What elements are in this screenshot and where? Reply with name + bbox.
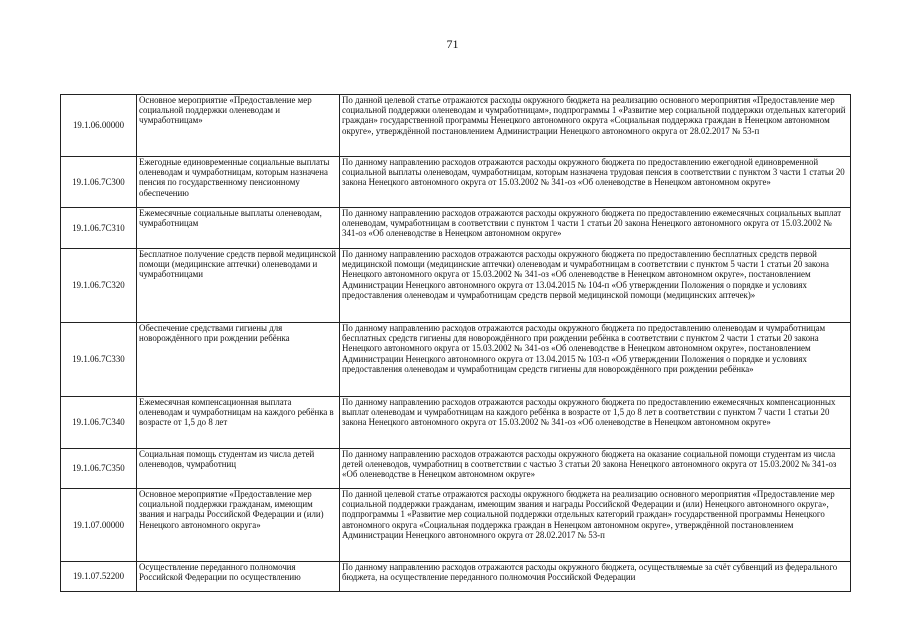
target-article-name: Социальная помощь студентам из числа детей оленеводов, чумработниц [137, 449, 340, 489]
target-article-description: По данному направлению расходов отражаются расходы окружного бюджета по предоставлению ежегодной единовременной социальной выплаты оленеводам, чумработницам, которым назначена трудовая пенсия в соответствии с пунктом 3 части 1 статьи 20 закона Ненецкого автономного округа от 15.03.2002 № 341-оз «Об оленеводстве в Ненецком автономном округе» [340, 157, 851, 208]
target-article-code: 19.1.06.00000 [61, 95, 137, 157]
target-article-description: По данному направлению расходов отражаются расходы окружного бюджета, осуществляемые за счёт субвенций из федерального бюджета, на осуществление переданного полномочия Российской Федерации [340, 562, 851, 592]
target-article-name: Ежегодные единовременные социальные выплаты оленеводам и чумработницам, которым назначена пенсия по государственному пенсионному обеспечению [137, 157, 340, 208]
target-article-name: Ежемесячная компенсационная выплата оленеводам и чумработницам на каждого ребёнка в возрасте от 1,5 до 8 лет [137, 397, 340, 449]
target-article-description: По данной целевой статье отражаются расходы окружного бюджета на реализацию основного мероприятия «Предоставление мер социальной поддержки гражданам, имеющим звания и награды Российской Федерации и (или) Ненецкого автономного округа», подпрограммы 1 «Развитие мер социальной поддержки отдельных категорий граждан» государственной программы Ненецкого автономного округа «Социальная поддержка граждан в Ненецком автономном округе», утверждённой постановлением Администрации Ненецкого автономного округа от 28.02.2017 № 53-п [340, 489, 851, 562]
target-article-description: По данной целевой статье отражаются расходы окружного бюджета на реализацию основного мероприятия «Предоставление мер социальной поддержки оленеводам и чумработницам», подпрограммы 1 «Развитие мер социальной поддержки отдельных категорий граждан» государственной программы Ненецкого автономного округа «Социальная поддержка граждан в Ненецком автономном округе», утверждённой постановлением Администрации Ненецкого автономного округа от 28.02.2017 № 53-п [340, 95, 851, 157]
target-article-name: Основное мероприятие «Предоставление мер социальной поддержки оленеводам и чумработницам» [137, 95, 340, 157]
target-article-description: По данному направлению расходов отражаются расходы окружного бюджета на оказание социальной помощи студентам из числа детей оленеводов, чумработниц в соответствии с частью 3 статьи 20 закона Ненецкого автономного округа от 15.03.2002 № 341-оз «Об оленеводстве в Ненецком автономном округе» [340, 449, 851, 489]
table-row [61, 157, 851, 208]
target-article-code: 19.1.07.00000 [61, 489, 137, 562]
target-article-description: По данному направлению расходов отражаются расходы окружного бюджета по предоставлению бесплатных средств первой медицинской помощи (медицинские аптечки) оленеводам и чумработницам в соответствии с пунктом 5 части 1 статьи 20 закона Ненецкого автономного округа от 15.03.2002 № 341-оз «Об оленеводстве в Ненецком автономном округе», постановлением Администрации Ненецкого автономного округа от 13.04.2015 № 104-п «Об утверждении Положения о порядке и условиях предоставления оленеводам и чумработницам средств первой медицинской помощи (медицинских аптечек)» [340, 249, 851, 323]
target-article-code: 19.1.06.7С350 [61, 449, 137, 489]
target-article-name: Основное мероприятие «Предоставление мер социальной поддержки гражданам, имеющим звания и награды Российской Федерации и (или) Ненецкого автономного округа» [137, 489, 340, 562]
budget-classification-table [60, 94, 851, 592]
target-article-description: По данному направлению расходов отражаются расходы окружного бюджета по предоставлению ежемесячных компенсационных выплат оленеводам и чумработницам на каждого ребёнка в возрасте от 1,5 до 8 лет в соответствии с пунктом 7 части 1 статьи 20 закона Ненецкого автономного округа от 15.03.2002 № 341-оз «Об оленеводстве в Ненецком автономном округе» [340, 397, 851, 449]
target-article-name: Осуществление переданного полномочия Российской Федерации по осуществлению [137, 562, 340, 592]
target-article-code: 19.1.06.7С330 [61, 323, 137, 397]
table-row [61, 562, 851, 592]
table-row [61, 249, 851, 323]
target-article-code: 19.1.06.7С300 [61, 157, 137, 208]
target-article-name: Бесплатное получение средств первой медицинской помощи (медицинские аптечки) оленеводами и чумработницами [137, 249, 340, 323]
target-article-name: Обеспечение средствами гигиены для новорождённого при рождении ребёнка [137, 323, 340, 397]
table-row [61, 95, 851, 157]
page-number: 71 [446, 37, 459, 51]
table-row [61, 449, 851, 489]
table-row [61, 323, 851, 397]
target-article-code: 19.1.07.52200 [61, 562, 137, 592]
table-row [61, 208, 851, 249]
target-article-code: 19.1.06.7С340 [61, 397, 137, 449]
target-article-name: Ежемесячные социальные выплаты оленеводам, чумработницам [137, 208, 340, 249]
target-article-description: По данному направлению расходов отражаются расходы окружного бюджета по предоставлению оленеводам и чумработницам бесплатных средств гигиены для новорождённого при рождении ребёнка в соответствии с пунктом 2 части 1 статьи 20 закона Ненецкого автономного округа от 15.03.2002 № 341-оз «Об оленеводстве в Ненецком автономном округе», постановлением Администрации Ненецкого автономного округа от 13.04.2015 № 103-п «Об утверждении Положения о порядке и условиях предоставления оленеводам и чумработницам средств гигиены для новорождённого при рождении ребёнка» [340, 323, 851, 397]
target-article-description: По данному направлению расходов отражаются расходы окружного бюджета по предоставлению ежемесячных социальных выплат оленеводам, чумработницам в соответствии с пунктом 1 части 1 статьи 20 закона Ненецкого автономного округа от 15.03.2002 № 341-оз «Об оленеводстве в Ненецком автономном округе» [340, 208, 851, 249]
target-article-code: 19.1.06.7С320 [61, 249, 137, 323]
table-row [61, 489, 851, 562]
table-row [61, 397, 851, 449]
target-article-code: 19.1.06.7С310 [61, 208, 137, 249]
